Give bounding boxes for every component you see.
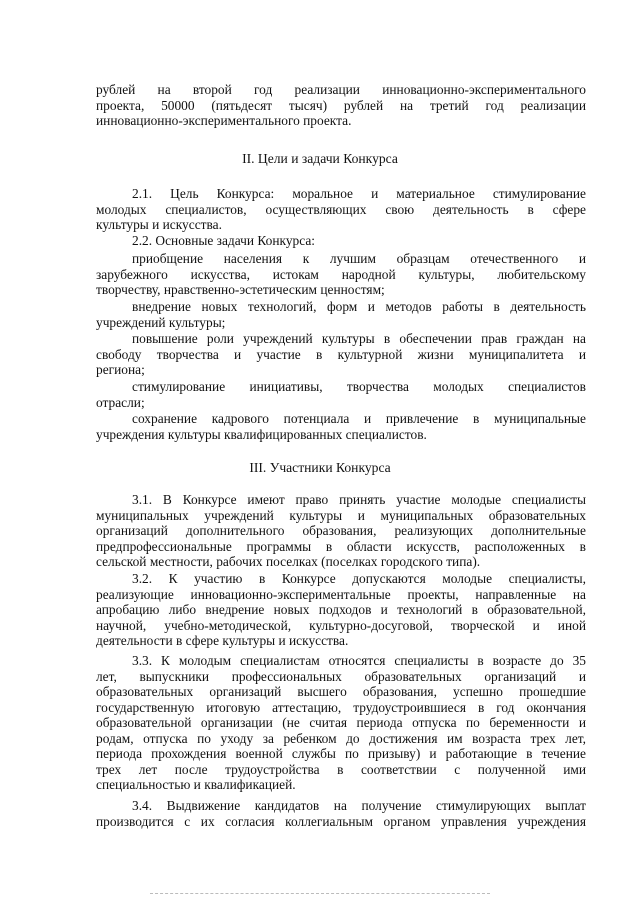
- text-line: зарубежного искусства, истокам народной культуры, любительскому: [96, 266, 586, 282]
- intro-paragraph: [96, 82, 586, 129]
- text-line: повышение роли учреждений культуры в обеспечении прав граждан на: [132, 331, 586, 346]
- text-line: реализующие инновационно-экспериментальные проекты, направленные на: [96, 586, 586, 602]
- text-line: проекта, 50000 (пятьдесят тысяч) рублей на третий год реализации: [96, 97, 586, 113]
- text-line: учреждения культуры квалифицированных специалистов.: [96, 426, 427, 442]
- text-line: региона;: [96, 362, 145, 377]
- text-line: апробацию либо внедрение новых подходов и технологий в образовательной,: [96, 602, 586, 617]
- text-line: 2.2. Основные задачи Конкурса:: [132, 233, 315, 248]
- text-line: инновационно-экспериментального проекта.: [96, 113, 352, 128]
- paragraph-3-4: [96, 798, 586, 829]
- text-line: специальностью и квалификацией.: [96, 777, 296, 792]
- text-line: приобщение населения к лучшим образцам отечественного и: [132, 251, 586, 266]
- text-line: сельской местности, рабочих поселках (поселках городского типа).: [96, 554, 481, 569]
- text-line: творчеству, нравственно-эстетическим ценностям;: [96, 282, 385, 297]
- text-line: внедрение новых технологий, форм и методов работы в деятельность: [132, 299, 586, 314]
- text-line: 2.1. Цель Конкурса: моральное и материальное стимулирование: [132, 186, 586, 201]
- paragraph-2-2-title: [96, 233, 586, 249]
- task-item-3: [96, 331, 586, 378]
- section-2-heading: II. Цели и задачи Конкурса: [242, 151, 398, 166]
- text-line: организаций дополнительного образования, реализующих дополнительные: [96, 523, 586, 538]
- text-line: сохранение кадрового потенциала и привлечение в муниципальные: [132, 411, 586, 426]
- text-line: образовательных организаций высшего образования, успешно прошедшие: [96, 684, 586, 699]
- text-line: стимулирование инициативы, творчества молодых специалистов: [132, 379, 586, 394]
- text-line: научной, учебно-методической, культурно-досуговой, творческой и иной: [96, 617, 586, 633]
- text-line: родам, отпуска по уходу за ребенком до достижения им возраста трех лет,: [96, 730, 586, 746]
- text-line: лет, выпускники профессиональных образовательных организаций и: [96, 668, 586, 684]
- text-line: предпрофессиональные программы в области искусств, расположенных в: [96, 538, 586, 554]
- paragraph-2-1: [96, 186, 586, 233]
- task-item-2: [96, 299, 586, 330]
- paragraph-3-1: [96, 492, 586, 570]
- text-line: производится с их согласия коллегиальным органом управления учреждения: [96, 813, 586, 829]
- text-line: учреждений культуры;: [96, 314, 226, 330]
- text-line: периода прохождения военной службы по призыву) и работающие в течение: [96, 746, 586, 761]
- paragraph-3-2: [96, 571, 586, 649]
- text-line: деятельности в сфере культуры и искусства.: [96, 633, 349, 648]
- text-line: молодых специалистов, осуществляющих свою деятельность в сфере: [96, 201, 586, 217]
- text-line: трех лет после трудоустройства в соответствии с полученной ими: [96, 761, 586, 777]
- text-line: образовательной организации (не считая периода отпуска по беременности и: [96, 715, 586, 730]
- text-line: рублей на второй год реализации инновационно-экспериментального: [96, 82, 586, 97]
- text-line: свободу творчества и участие в культурной жизни муниципалитета и: [96, 346, 586, 362]
- task-item-5: [96, 411, 586, 442]
- task-item-1: [96, 251, 586, 298]
- text-line: государственную итоговую аттестацию, трудоустроившиеся в год окончания: [96, 699, 586, 715]
- paragraph-3-3: [96, 653, 586, 793]
- scan-edge-mark: [150, 893, 490, 895]
- text-line: отрасли;: [96, 394, 145, 410]
- text-line: муниципальных учреждений культуры и муниципальных образовательных: [96, 507, 586, 523]
- text-line: 3.2. К участию в Конкурсе допускаются молодые специалисты,: [132, 571, 586, 586]
- section-3-heading: III. Участники Конкурса: [249, 460, 391, 475]
- text-line: культуры и искусства.: [96, 217, 222, 232]
- task-item-4: [96, 379, 586, 410]
- text-line: 3.3. К молодым специалистам относятся специалисты в возрасте до 35: [132, 653, 586, 668]
- text-line: 3.1. В Конкурсе имеют право принять участие молодые специалисты: [132, 492, 586, 507]
- text-line: 3.4. Выдвижение кандидатов на получение стимулирующих выплат: [132, 798, 586, 813]
